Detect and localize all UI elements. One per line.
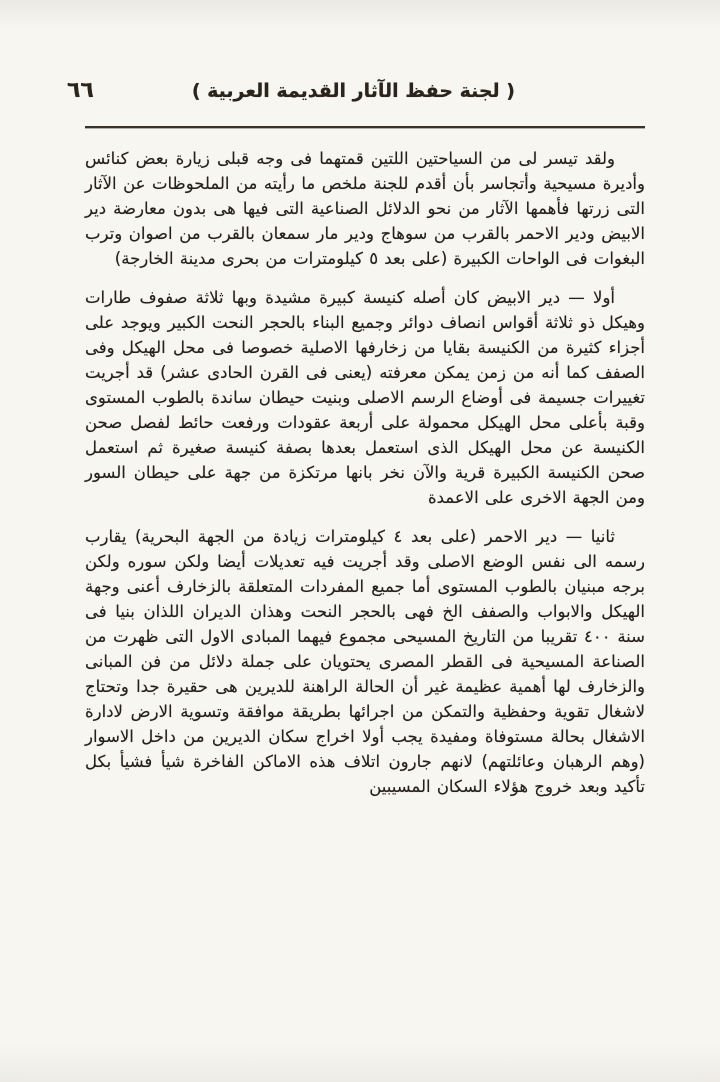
scan-shading-bottom: [0, 1042, 720, 1082]
scan-shading-top: [0, 0, 720, 30]
header-title: ( لجنة حفظ الآثار القديمة العربية ): [191, 80, 515, 102]
page-header: [67, 78, 645, 114]
header-rule: [85, 126, 645, 128]
body-text: [85, 146, 645, 799]
page-number: ٦٦: [67, 78, 94, 103]
paragraph-first-monastery: أولا — دير الابيض كان أصله كنيسة كبيرة مشيدة وبها ثلاثة صفوف طارات وهيكل ذو ثلاثة أقواس انصاف دوائر وجميع البناء بالحجر النحت الكبير ويوجد على أجزاء كثيرة من الكنيسة بقايا من زخارفها الاصلية خصوصا فى محل الهيكل وفى الصفف كما أنه من زمن يمكن معرفته (يعنى فى القرن الحادى عشر) قد أجريت تغييرات جسيمة فى أوضاع الرسم الاصلى وبنيت حيطان ساندة بالطوب المستوى وقبة بأعلى محل الهيكل محمولة على أربعة عقودات ورفعت حائط لفصل صحن الكنيسة عن محل الهيكل الذى استعمل بعدها بصفة كنيسة صغيرة ثم استعمل صحن الكنيسة الكبيرة قرية والآن نخر بانها مرتكزة من جهة على حيطان السور ومن الجهة الاخرى على الاعمدة: [85, 288, 645, 507]
paragraph-second-monastery: ثانيا — دير الاحمر (على بعد ٤ كيلومترات زيادة من الجهة البحرية) يقارب رسمه الى نفس الوضع الاصلى وقد أجريت فيه تعديلات أيضا ولكن سوره ولكن برجه مبنيان بالطوب المستوى أما جميع المفردات المتعلقة بالزخارف أعنى وجهة الهيكل والابواب والصفف الخ فهى بالحجر النحت وهذان الديران اللذان بنيا فى سنة ٤٠٠ تقريبا من التاريخ المسيحى مجموع فيهما المبادى الاول التى ظهرت من الصناعة المسيحية فى القطر المصرى يحتويان على جملة دلائل من فن المبانى والزخارف لها أهمية عظيمة غير أن الحالة الراهنة للديرين هى حقيرة جدا وتحتاج لاشغال تقوية وحفظية والتمكن من اجرائها بطريقة موافقة وتسوية الارض لادارة الاشغال بحالة مستوفاة ومفيدة يجب أولا اخراج سكان الديرين من داخل الاسوار (وهم الرهبان وعائلتهم) لانهم جارون اتلاف هذه الاماكن الفاخرة شيأ فشيأ بكل تأكيد وبعد خروج هؤلاء السكان المسيبين: [85, 527, 645, 796]
page-content: [67, 78, 645, 799]
paragraph-intro: ولقد تيسر لى من السياحتين اللتين قمتهما فى وجه قبلى زيارة بعض كنائس وأديرة مسيحية وأتجاسر بأن أقدم للجنة ملخص ما رأيته من الملحوظات عن الآثار التى زرتها فأهمها الآثار من نحو الدلائل الصناعية التى فيها هى بدون معارضة دير الابيض ودير الاحمر بالقرب من سوهاج ودير مار سمعان بالقرب من اصوان وترب البغوات فى الواحات الكبيرة (على بعد ٥ كيلومترات من بحرى مدينة الخارجة): [85, 149, 645, 268]
